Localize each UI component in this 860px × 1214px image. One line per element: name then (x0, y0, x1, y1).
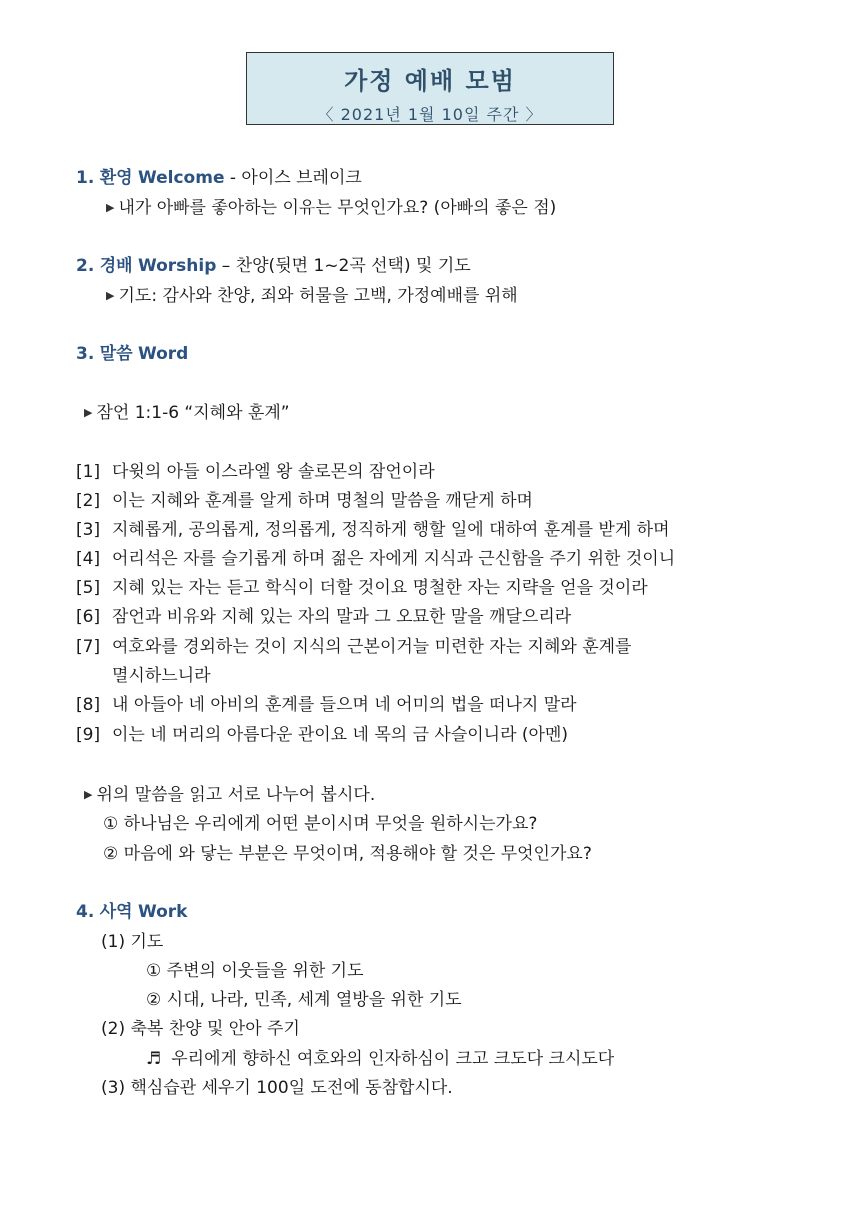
verse-number: [9] (76, 725, 101, 745)
triangle-bullet-icon: ▶ (106, 201, 115, 214)
page-title: 가정 예배 모범 (344, 67, 516, 95)
verse-number: [1] (76, 462, 101, 482)
triangle-bullet-icon: ▶ (84, 788, 93, 801)
music-note-icon: ♬ (146, 1049, 162, 1069)
section-4-korean: 사역 (99, 902, 133, 922)
verse-number: [7] (76, 637, 101, 657)
verse-number: [4] (76, 549, 101, 569)
verse-text: 멸시하느니라 (112, 666, 211, 686)
verse-number: [2] (76, 491, 101, 511)
verse-line (76, 461, 435, 483)
passage-text: 잠언 1:1-6 “지혜와 훈계” (96, 403, 290, 423)
triangle-bullet-icon: ▶ (84, 406, 93, 419)
section-4-english: Work (137, 902, 188, 922)
verse-text: 다윗의 아들 이스라엘 왕 솔로몬의 잠언이라 (112, 462, 435, 482)
title-box (246, 52, 614, 125)
verse-number: [6] (76, 607, 101, 627)
section-2-bullet-text: 기도: 감사와 찬양, 죄와 허물을 고백, 가정예배를 위해 (118, 286, 518, 306)
verse-number: [8] (76, 695, 101, 715)
share-text: 위의 말씀을 읽고 서로 나누어 봅시다. (96, 785, 376, 805)
verse-line (76, 665, 211, 687)
section-2-english: Worship (137, 256, 217, 276)
verse-line (76, 519, 670, 541)
work-item-1a: ① 주변의 이웃들을 위한 기도 (146, 961, 364, 981)
section-4-number: 4. (76, 902, 95, 922)
section-2-korean: 경배 (99, 256, 133, 276)
verse-number: [3] (76, 520, 101, 540)
verse-line (76, 694, 577, 716)
verse-text: 여호와를 경외하는 것이 지식의 근본이거늘 미련한 자는 지혜와 훈계를 (112, 637, 632, 657)
verse-text: 이는 네 머리의 아름다운 관이요 네 목의 금 사슬이니라 (아멘) (112, 725, 569, 745)
question-1: ① 하나님은 우리에게 어떤 분이시며 무엇을 원하시는가요? (103, 814, 538, 834)
verse-line (76, 636, 631, 658)
section-2-bullet (106, 285, 518, 307)
song-line (146, 1048, 614, 1070)
song-text: 우리에게 향하신 여호와의 인자하심이 크고 크도다 크시도다 (171, 1049, 615, 1069)
question-2: ② 마음에 와 닿는 부분은 무엇이며, 적용해야 할 것은 무엇인가요? (103, 844, 592, 864)
verse-line (76, 490, 533, 512)
work-item-2: (2) 축복 찬양 및 안아 주기 (101, 1019, 300, 1039)
section-2-heading (76, 255, 471, 277)
work-item-1b: ② 시대, 나라, 민족, 세계 열방을 위한 기도 (146, 990, 462, 1010)
section-1-bullet-text: 내가 아빠를 좋아하는 이유는 무엇인가요? (아빠의 좋은 점) (118, 198, 557, 218)
verse-text: 내 아들아 네 아비의 훈계를 들으며 네 어미의 법을 떠나지 말라 (112, 695, 577, 715)
section-2-number: 2. (76, 256, 95, 276)
verse-line (76, 577, 648, 599)
section-1-korean: 환영 (99, 168, 133, 188)
section-4-heading (76, 901, 187, 923)
share-prompt (84, 784, 375, 806)
page-subtitle: 〈 2021년 1월 10일 주간 〉 (317, 105, 543, 124)
verse-line (76, 724, 568, 746)
section-1-rest: - 아이스 브레이크 (224, 168, 362, 188)
verse-text: 어리석은 자를 슬기롭게 하며 젊은 자에게 지식과 근신함을 주기 위한 것이니 (112, 549, 676, 569)
passage-reference (84, 402, 290, 424)
verse-number: [5] (76, 578, 101, 598)
section-1-heading (76, 167, 362, 189)
verse-line (76, 548, 675, 570)
verse-text: 잠언과 비유와 지혜 있는 자의 말과 그 오묘한 말을 깨달으리라 (112, 607, 572, 627)
section-3-number: 3. (76, 344, 95, 364)
work-item-1: (1) 기도 (101, 932, 164, 952)
verse-text: 지혜롭게, 공의롭게, 정의롭게, 정직하게 행할 일에 대하여 훈계를 받게 하며 (112, 520, 670, 540)
section-3-heading (76, 343, 188, 365)
work-item-3: (3) 핵심습관 세우기 100일 도전에 동참합시다. (101, 1078, 453, 1098)
section-1-bullet (106, 197, 556, 219)
section-1-number: 1. (76, 168, 95, 188)
section-3-english: Word (137, 344, 189, 364)
verse-line (76, 606, 571, 628)
section-1-english: Welcome (137, 168, 225, 188)
verse-text: 지혜 있는 자는 듣고 학식이 더할 것이요 명철한 자는 지략을 얻을 것이라 (112, 578, 648, 598)
triangle-bullet-icon: ▶ (106, 289, 115, 302)
verse-text: 이는 지혜와 훈계를 알게 하며 명철의 말씀을 깨닫게 하며 (112, 491, 533, 511)
section-2-rest: – 찬양(뒷면 1~2곡 선택) 및 기도 (216, 256, 471, 276)
section-3-korean: 말씀 (99, 344, 133, 364)
